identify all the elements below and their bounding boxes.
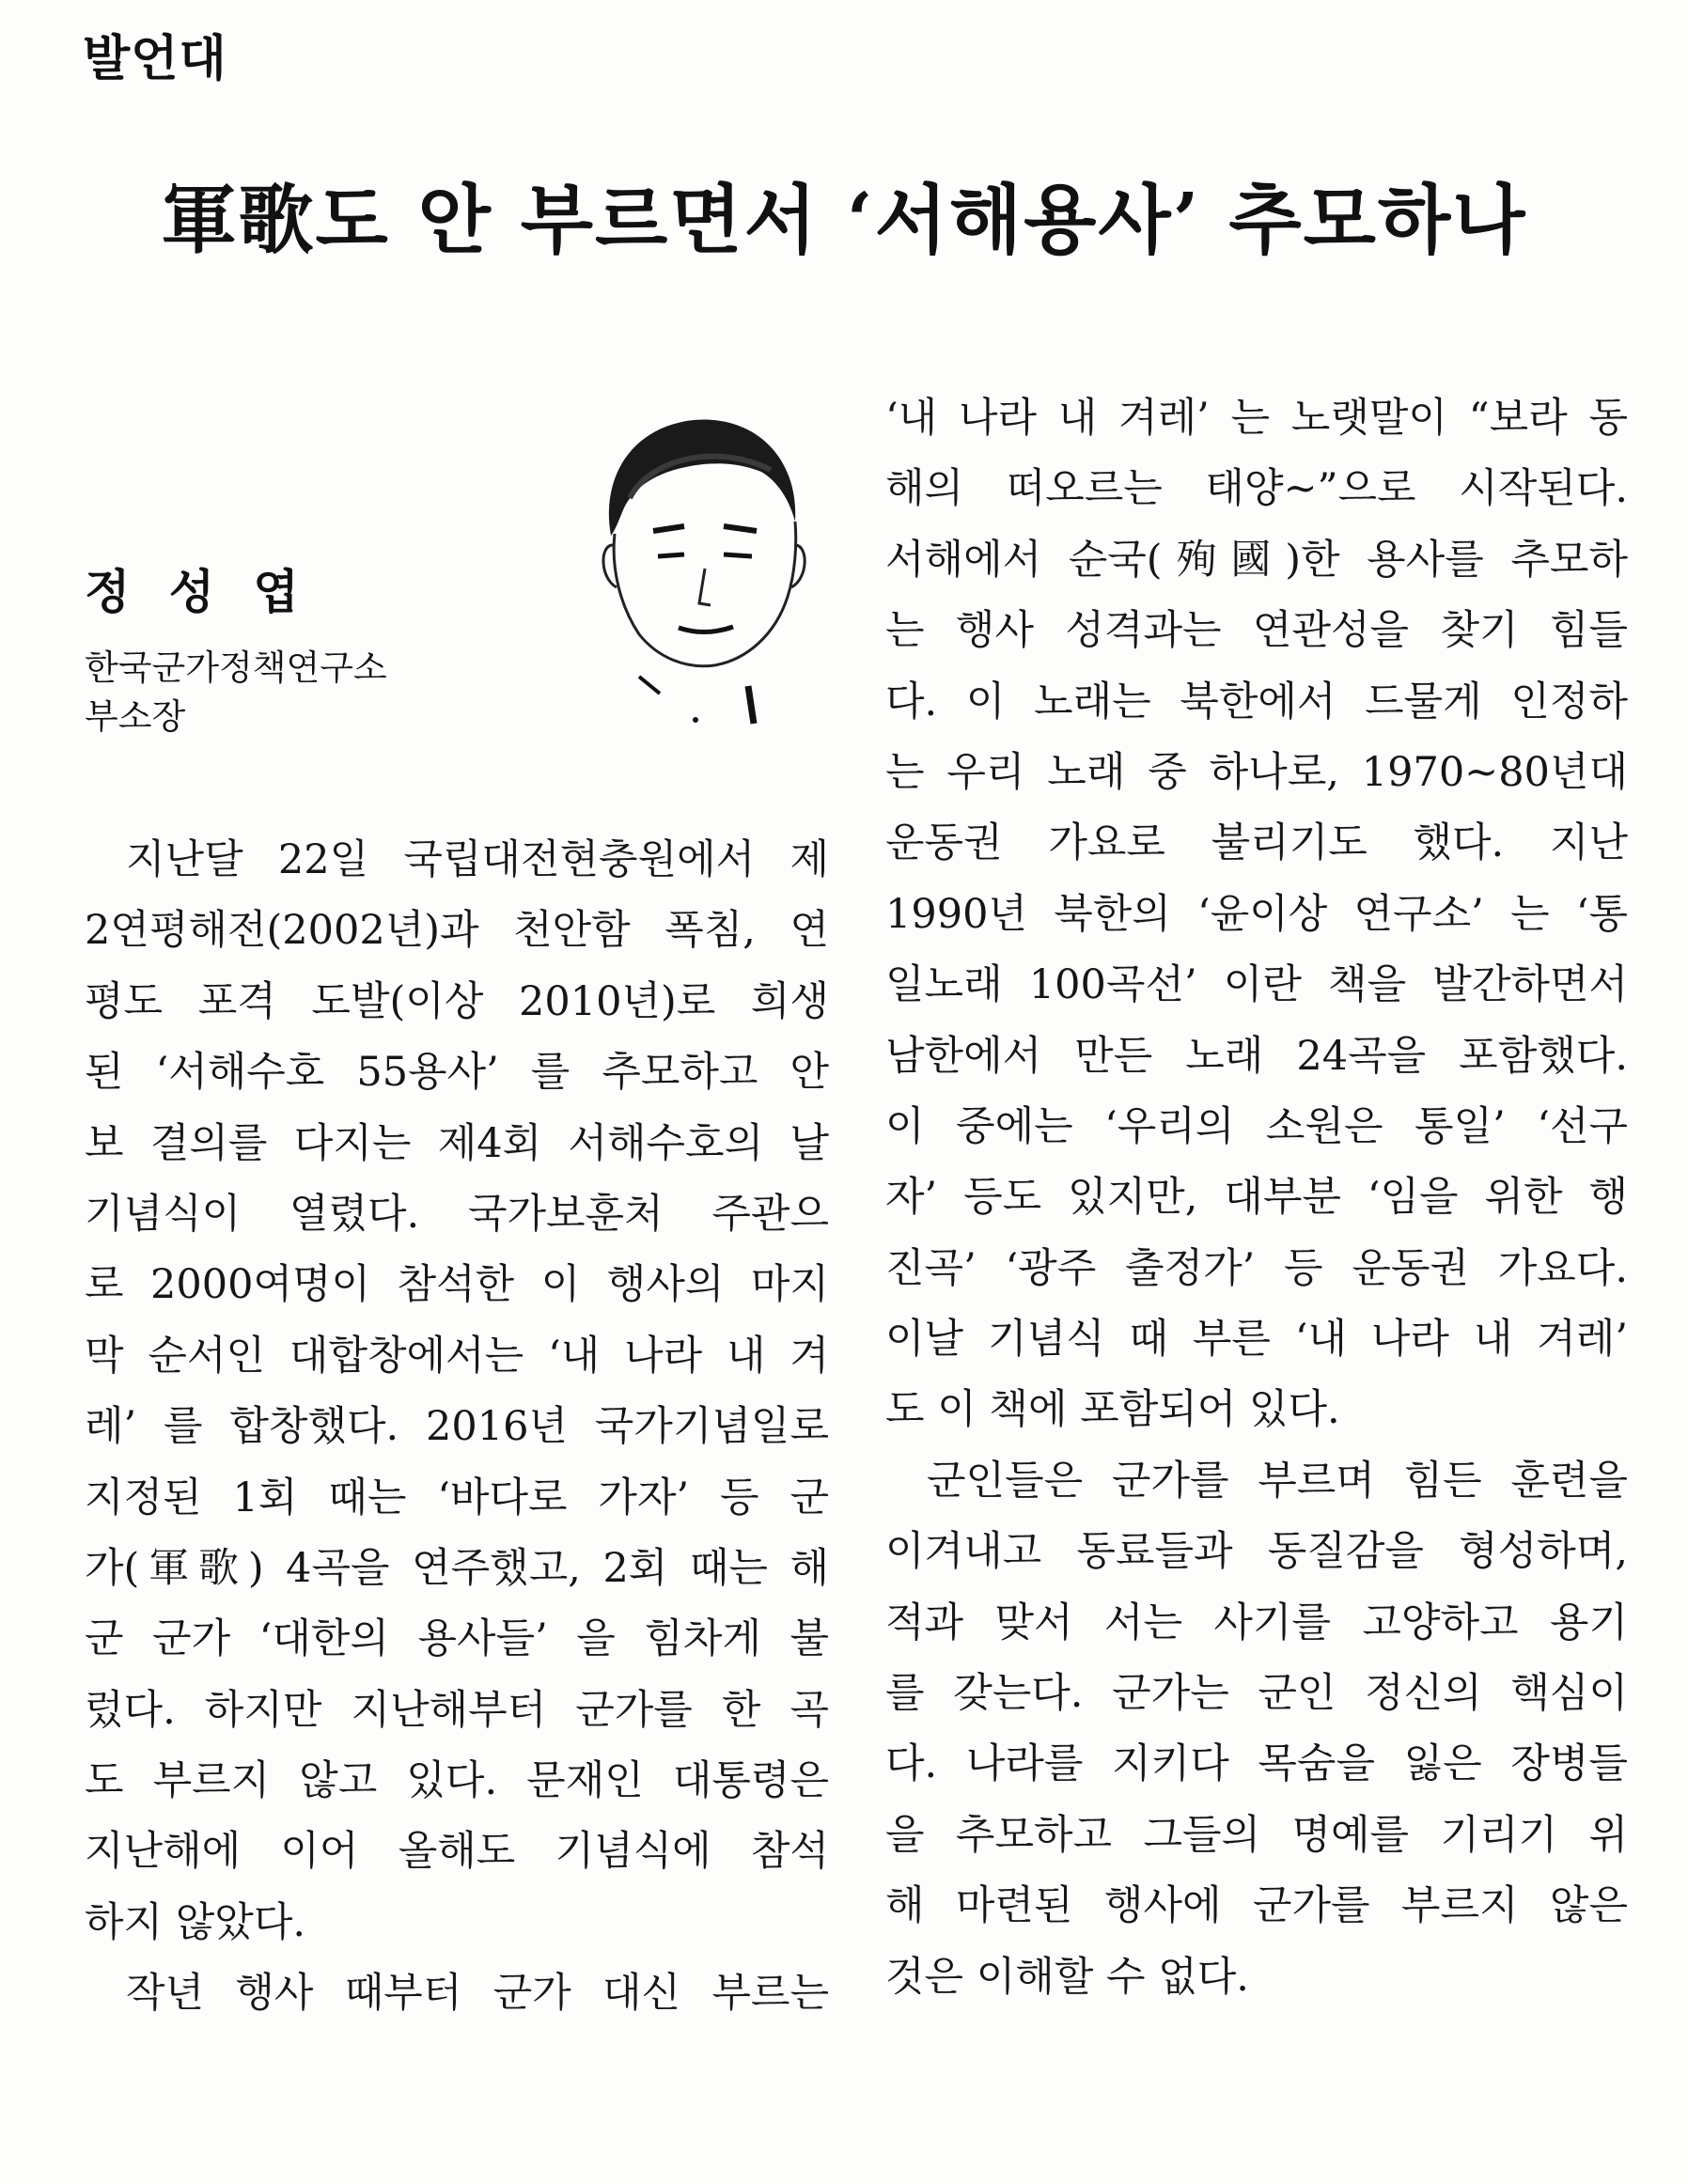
portrait-tie bbox=[748, 686, 754, 724]
author-portrait bbox=[573, 395, 818, 752]
body-line: 하지 않았다. bbox=[85, 1898, 306, 1946]
body-line: 는 행사 성격과는 연관성을 찾기 힘들 bbox=[885, 607, 1628, 655]
author-name: 정 성 엽 bbox=[85, 565, 310, 619]
body-line: 이날 기념식 때 부른 ‘내 나라 내 겨레’ bbox=[885, 1316, 1628, 1364]
portrait-left-eye bbox=[658, 554, 684, 556]
portrait-left-brow bbox=[653, 526, 684, 531]
portrait-collar-dot bbox=[693, 717, 698, 723]
affiliation-line: 부소장 bbox=[85, 696, 186, 737]
body-line: 막 순서인 대합창에서는 ‘내 나라 내 겨 bbox=[85, 1332, 829, 1380]
portrait-mouth bbox=[679, 627, 733, 632]
portrait-right-eye bbox=[724, 554, 752, 556]
body-line: 된 ‘서해수호 55용사’ 를 추모하고 안 bbox=[85, 1049, 829, 1097]
body-line: 일노래 100곡선’ 이란 책을 발간하면서 bbox=[885, 961, 1628, 1009]
body-line: 레’ 를 합창했다. 2016년 국가기념일로 bbox=[85, 1403, 829, 1451]
headline: 軍歌도 안 부르면서 ‘서해용사’ 추모하나 bbox=[161, 176, 1527, 264]
body-line: 해 마련된 행사에 군가를 부르지 않은 bbox=[885, 1882, 1628, 1930]
body-line: 평도 포격 도발(이상 2010년)로 희생 bbox=[85, 977, 829, 1025]
body-line: 해의 떠오르는 태양~”으로 시작된다. bbox=[885, 465, 1628, 513]
body-line: 렀다. 하지만 지난해부터 군가를 한 곡 bbox=[85, 1686, 829, 1734]
author-affiliation bbox=[85, 644, 573, 741]
body-line: 작년 행사 때부터 군가 대신 부르는 bbox=[126, 1970, 829, 2018]
portrait-collar-left bbox=[639, 677, 660, 694]
body-line: 서해에서 순국(殉國)한 용사를 추모하 bbox=[885, 536, 1628, 584]
body-line: 2연평해전(2002년)과 천안함 폭침, 연 bbox=[85, 907, 829, 955]
body-line: 도 이 책에 포함되어 있다. bbox=[885, 1386, 1340, 1434]
body-line: 도 부르지 않고 있다. 문재인 대통령은 bbox=[85, 1757, 829, 1805]
body-line: 이겨내고 동료들과 동질감을 형성하며, bbox=[885, 1528, 1628, 1576]
portrait-face bbox=[614, 522, 796, 666]
body-line: ‘내 나라 내 겨레’ 는 노랫말이 “보라 동 bbox=[885, 395, 1628, 442]
body-line: 적과 맞서 서는 사기를 고양하고 용기 bbox=[885, 1599, 1628, 1646]
body-line: 남한에서 만든 노래 24곡을 포함했다. bbox=[885, 1032, 1628, 1080]
portrait-hair bbox=[609, 420, 795, 536]
body-line: 지난해에 이어 올해도 기념식에 참석 bbox=[85, 1828, 829, 1876]
body-line: 을 추모하고 그들의 명예를 기리기 위 bbox=[885, 1811, 1628, 1859]
body-line: 운동권 가요로 불리기도 했다. 지난 bbox=[885, 819, 1628, 867]
body-line: 군인들은 군가를 부르며 힘든 훈련을 bbox=[927, 1457, 1628, 1505]
body-line: 는 우리 노래 중 하나로, 1970~80년대 bbox=[885, 748, 1628, 796]
body-line: 1990년 북한의 ‘윤이상 연구소’ 는 ‘통 bbox=[885, 890, 1628, 938]
body-line: 자’ 등도 있지만, 대부분 ‘임을 위한 행 bbox=[885, 1174, 1628, 1222]
body-column-left bbox=[85, 825, 829, 2030]
body-line: 진곡’ ‘광주 출정가’ 등 운동권 가요다. bbox=[885, 1244, 1628, 1292]
body-line: 다. 이 노래는 북한에서 드물게 인정하 bbox=[885, 678, 1628, 725]
body-line: 를 갖는다. 군가는 군인 정신의 핵심이 bbox=[885, 1670, 1628, 1718]
body-line: 기념식이 열렸다. 국가보훈처 주관으 bbox=[85, 1190, 829, 1238]
body-line: 것은 이해할 수 없다. bbox=[885, 1953, 1249, 2001]
body-line: 보 결의를 다지는 제4회 서해수호의 날 bbox=[85, 1119, 829, 1167]
affiliation-line: 한국군가정책연구소 bbox=[85, 647, 387, 688]
portrait-nose bbox=[699, 569, 711, 605]
portrait-right-brow bbox=[724, 526, 757, 531]
body-line: 이 중에는 ‘우리의 소원은 통일’ ‘선구 bbox=[885, 1102, 1628, 1150]
body-line: 로 2000여명이 참석한 이 행사의 마지 bbox=[85, 1261, 829, 1309]
body-line: 다. 나라를 지키다 목숨을 잃은 장병들 bbox=[885, 1740, 1628, 1788]
body-line: 지난달 22일 국립대전현충원에서 제 bbox=[126, 836, 829, 883]
body-line: 가(軍歌) 4곡을 연주했고, 2회 때는 해 bbox=[85, 1544, 829, 1592]
body-line: 지정된 1회 때는 ‘바다로 가자’ 등 군 bbox=[85, 1474, 829, 1521]
body-column-right bbox=[885, 383, 1628, 2013]
section-label: 발언대 bbox=[83, 31, 227, 87]
body-line: 군 군가 ‘대한의 용사들’ 을 힘차게 불 bbox=[85, 1615, 829, 1663]
